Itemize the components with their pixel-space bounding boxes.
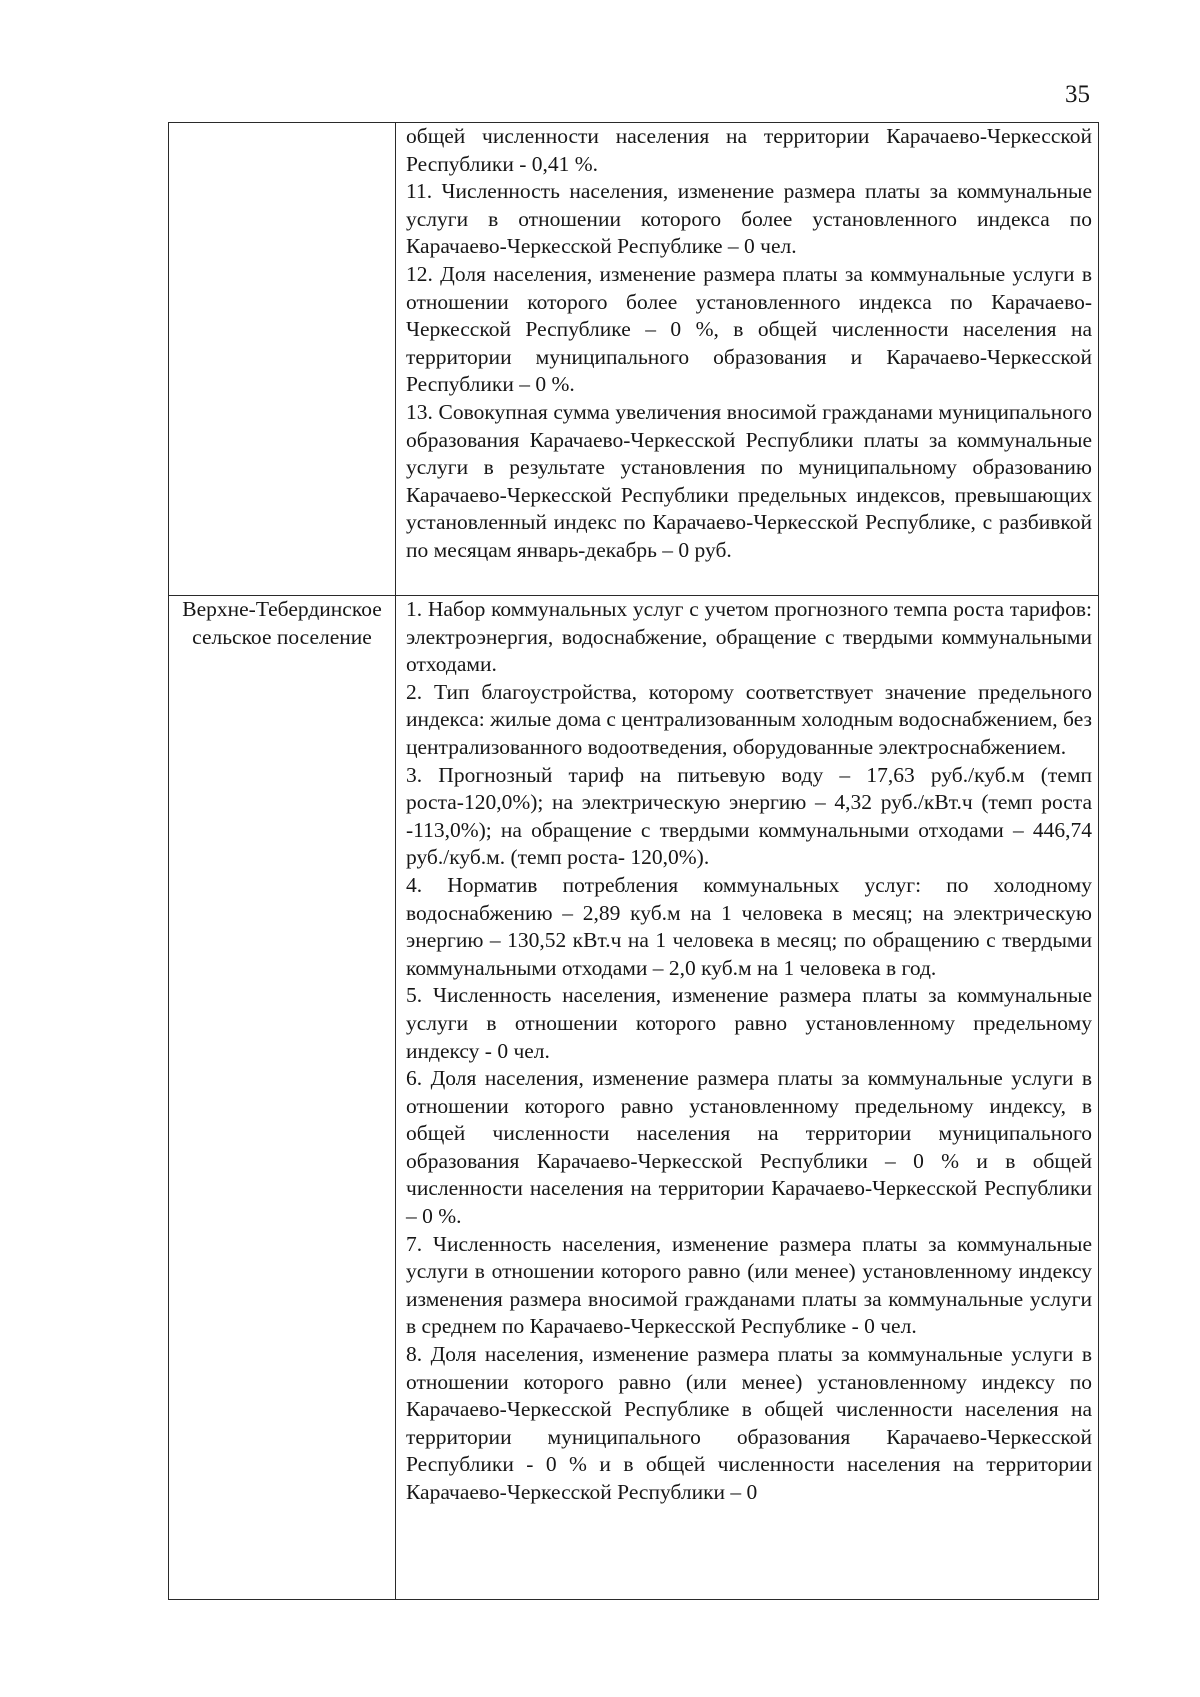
details-paragraph: 13. Совокупная сумма увеличения вносимой гражданами муниципального образования Карачаево-Черкесской Республики платы за коммунальные услуги в результате установления по муниципальному образованию Карачаево-Черкесской Республики предельных индексов, превышающих установленный индекс по Карачаево-Черкесской Республике, с разбивкой по месяцам январь-декабрь – 0 руб. — [406, 399, 1092, 562]
indices-table — [168, 122, 1099, 1600]
table-row — [169, 596, 1099, 1600]
details-paragraph: 7. Численность населения, изменение размера платы за коммунальные услуги в отношении которого равно (или менее) установленному индексу изменения размера вносимой гражданами платы за коммунальные услуги в среднем по Карачаево-Черкесской Республике - 0 чел. — [406, 1231, 1092, 1339]
details-cell — [396, 123, 1099, 596]
details-paragraph: 3. Прогнозный тариф на питьевую воду – 17,63 руб./куб.м (темп роста-120,0%); на электрическую энергию – 4,32 руб./кВт.ч (темп роста -113,0%); на обращение с твердыми коммунальными отходами – 446,74 руб./куб.м. (темп роста- 120,0%). — [406, 762, 1092, 870]
page-number: 35 — [1065, 81, 1090, 108]
details-paragraph: 11. Численность населения, изменение размера платы за коммунальные услуги в отношении которого более установленного индекса по Карачаево-Черкесской Республике – 0 чел. — [406, 179, 1092, 259]
details-paragraph: общей численности населения на территории Карачаево-Черкесской Республики - 0,41 %. — [406, 124, 1092, 176]
table-row — [169, 123, 1099, 596]
details-paragraph: 8. Доля населения, изменение размера платы за коммунальные услуги в отношении которого равно (или менее) установленному индексу по Карачаево-Черкесской Республике в общей численности населения на территории муниципального образования Карачаево-Черкесской Республики - 0 % и в общей численности населения на территории Карачаево-Черкесской Республики – 0 — [406, 1342, 1092, 1504]
municipality-cell — [169, 123, 396, 596]
details-paragraph: 5. Численность населения, изменение размера платы за коммунальные услуги в отношении которого равно установленному предельному индексу - 0 чел. — [406, 983, 1092, 1063]
details-paragraph: 1. Набор коммунальных услуг с учетом прогнозного темпа роста тарифов: электроэнергия, водоснабжение, обращение с твердыми коммунальными отходами. — [406, 597, 1092, 677]
details-paragraph: 4. Норматив потребления коммунальных услуг: по холодному водоснабжению – 2,89 куб.м на 1 человека в месяц; на электрическую энергию – 130,52 кВт.ч на 1 человека в месяц; по обращению с твердыми коммунальными отходами – 2,0 куб.м на 1 человека в год. — [406, 872, 1092, 980]
municipality-cell — [169, 596, 396, 1600]
details-paragraph: 12. Доля населения, изменение размера платы за коммунальные услуги в отношении которого более установленного индекса по Карачаево-Черкесской Республике – 0 %, в общей численности населения на территории муниципального образования и Карачаево-Черкесской Республики – 0 %. — [406, 261, 1092, 397]
details-paragraph: 6. Доля населения, изменение размера платы за коммунальные услуги в отношении которого равно установленному предельному индексу, в общей численности населения на территории муниципального образования Карачаево-Черкесской Республики – 0 % и в общей численности населения на территории Карачаево-Черкесской Республики – 0 %. — [406, 1066, 1092, 1229]
details-paragraph: 2. Тип благоустройства, которому соответствует значение предельного индекса: жилые дома с централизованным холодным водоснабжением, без централизованного водоотведения, оборудованные электроснабжением. — [406, 679, 1092, 759]
details-cell — [396, 596, 1099, 1600]
municipality-name: Верхне-Тебердинское сельское поселение — [182, 597, 382, 649]
